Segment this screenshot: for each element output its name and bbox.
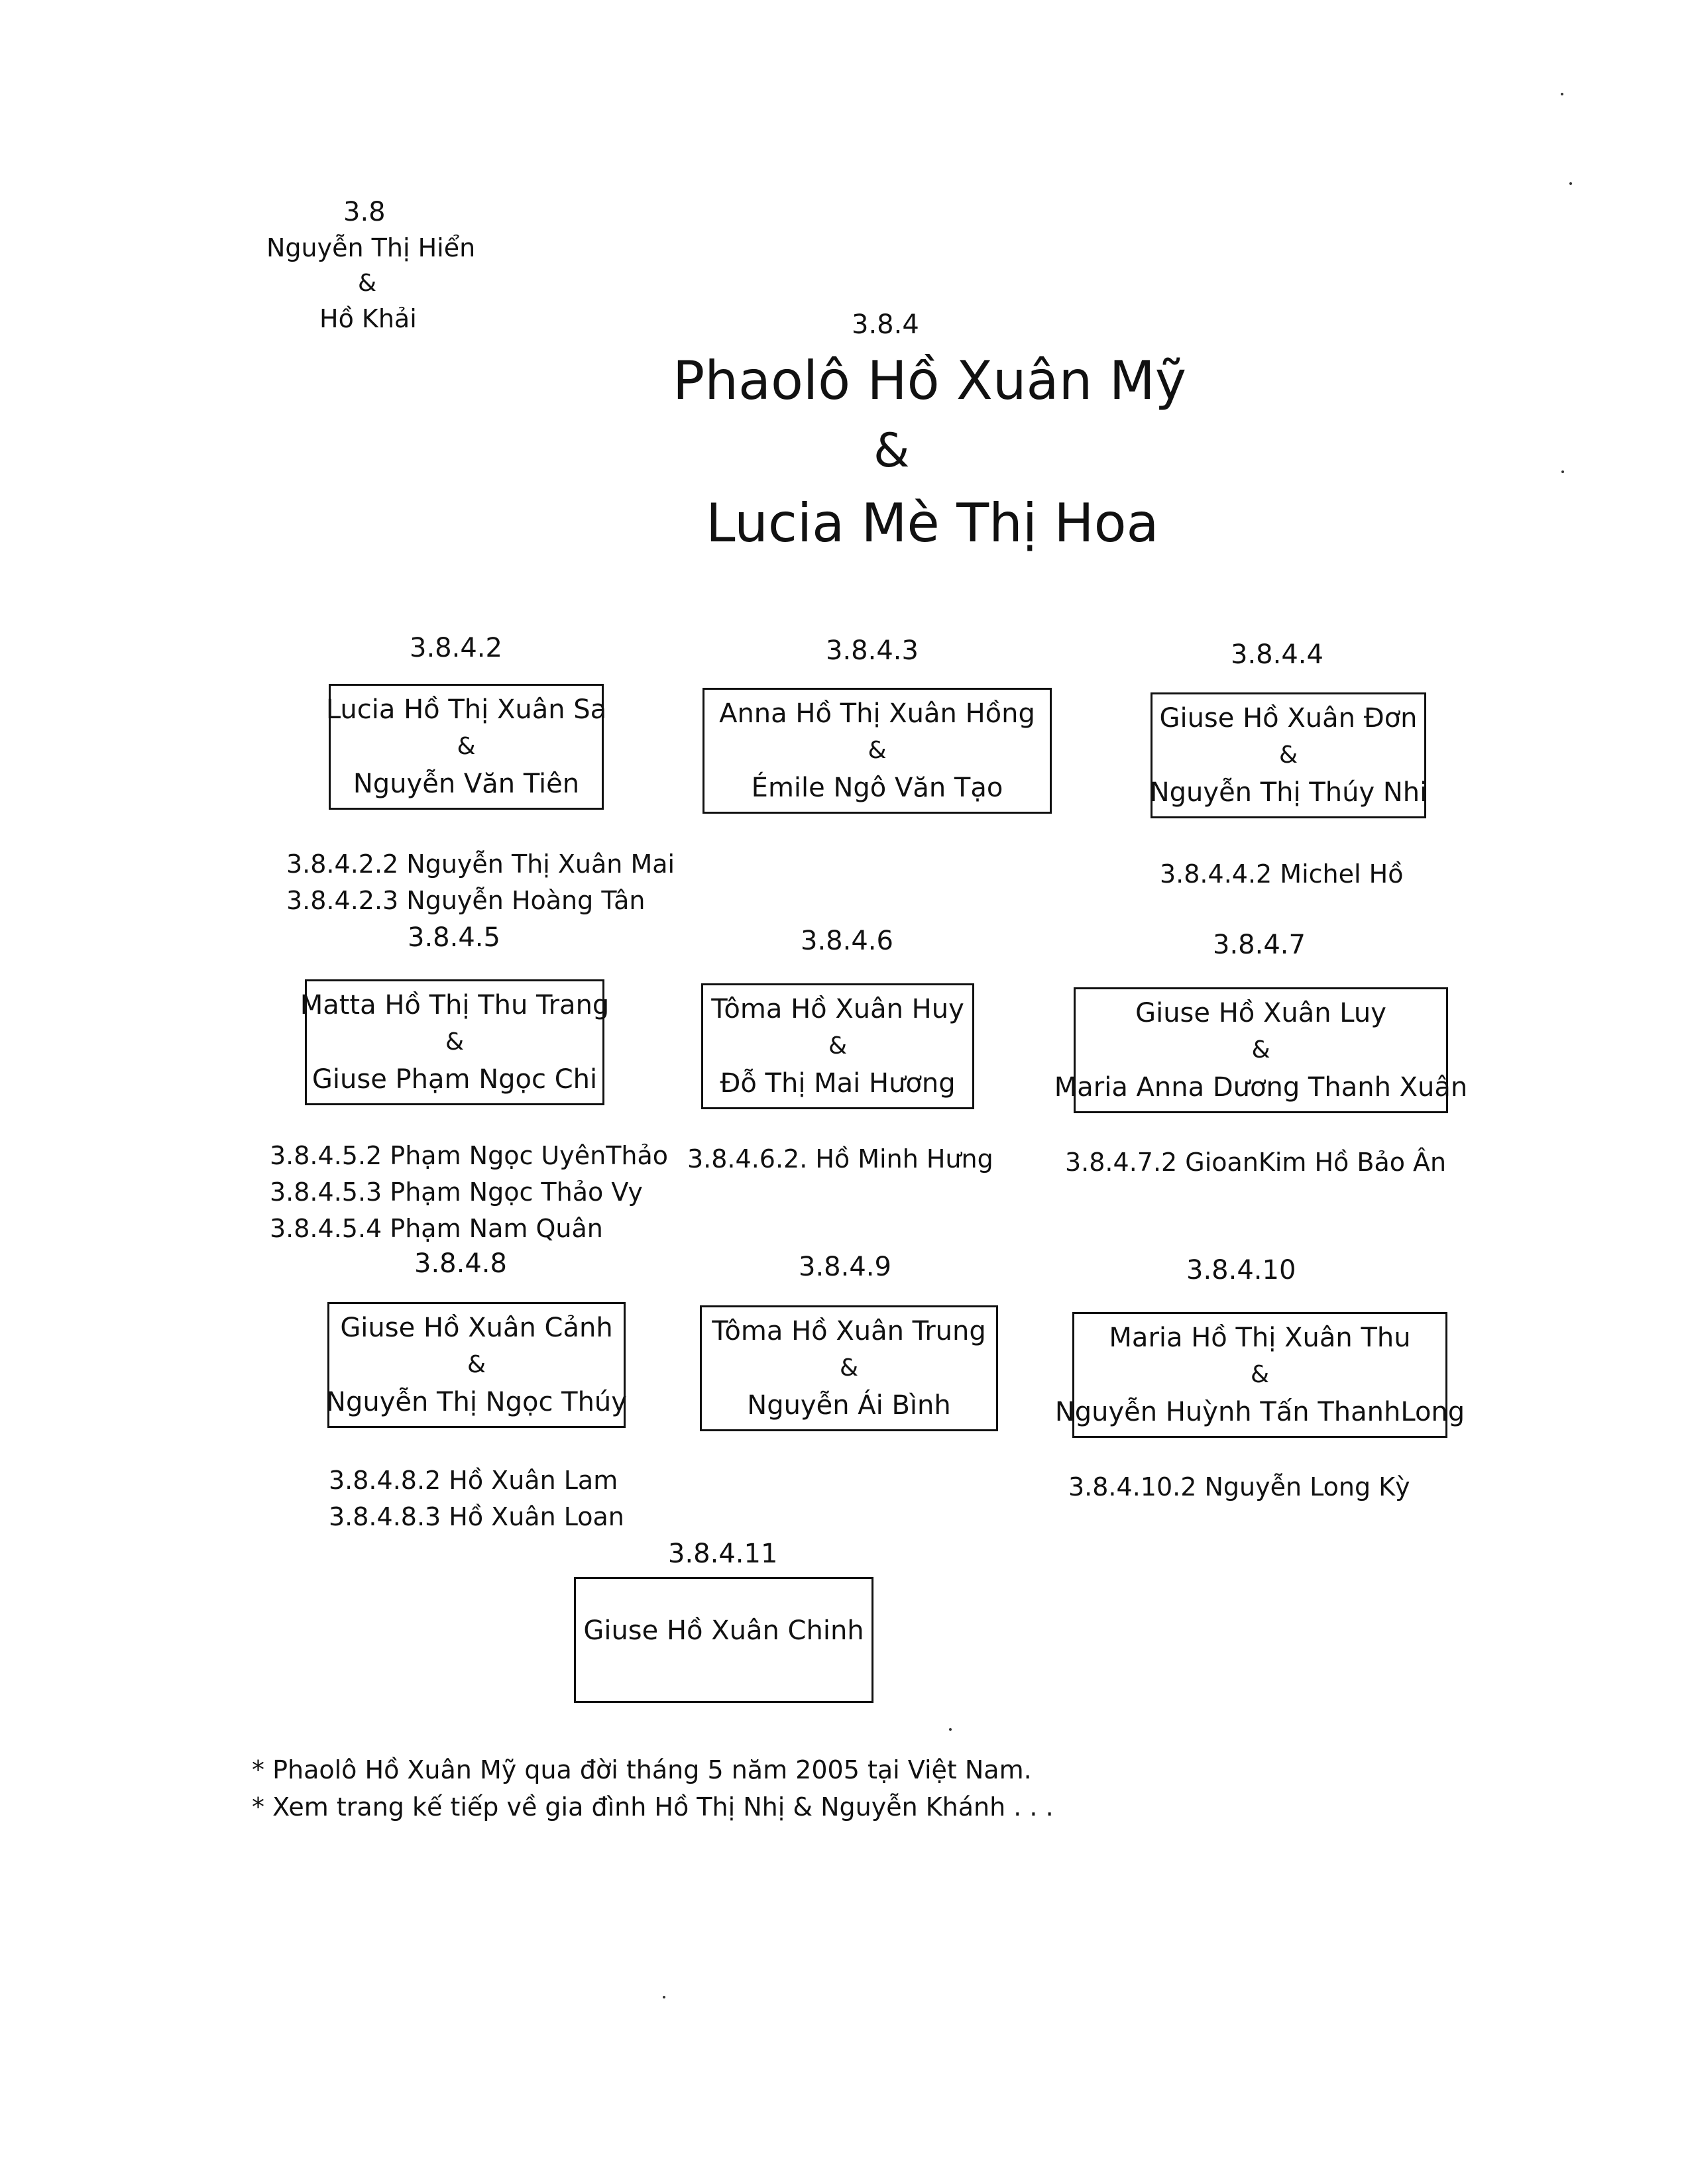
ampersand: &: [1250, 1361, 1270, 1388]
ampersand: &: [457, 733, 476, 760]
spouse-name-1: Giuse Hồ Xuân Luy: [1135, 998, 1386, 1028]
ampersand: &: [1278, 741, 1298, 769]
family-box: [1151, 692, 1426, 818]
child-entry: 3.8.4.7.2 GioanKim Hồ Bảo Ân: [1065, 1148, 1447, 1177]
spouse-name-1: Anna Hồ Thị Xuân Hồng: [719, 698, 1035, 729]
spouse-name-2: Maria Anna Dương Thanh Xuân: [1054, 1072, 1468, 1103]
child-entry: 3.8.4.8.2 Hồ Xuân Lam: [329, 1466, 618, 1495]
child-entry: 3.8.4.5.3 Phạm Ngọc Thảo Vy: [270, 1177, 643, 1207]
parent-name-1: Nguyễn Thị Hiển: [266, 233, 476, 262]
family-box: [1054, 1312, 1465, 1438]
child-entry: 3.8.4.2.2 Nguyễn Thị Xuân Mai: [286, 849, 675, 879]
family-code: 3.8.4.3: [826, 635, 919, 666]
family-box: [300, 979, 610, 1105]
spouse-name-1: Tôma Hồ Xuân Trung: [712, 1316, 986, 1346]
child-entry: 3.8.4.5.2 Phạm Ngọc UyênThảo: [270, 1141, 669, 1170]
family-code: 3.8.4.5: [408, 922, 500, 953]
family-box: [574, 1577, 873, 1703]
spouse-name-2: Nguyễn Văn Tiên: [353, 769, 580, 799]
scan-speck: [1569, 182, 1572, 185]
main-ampersand: &: [873, 423, 910, 478]
family-code: 3.8.4.6: [801, 926, 893, 956]
family-box: [700, 1305, 998, 1431]
family-code: 3.8.4.10: [1186, 1255, 1296, 1285]
scan-speck: [1561, 93, 1563, 95]
child-entry: 3.8.4.6.2. Hồ Minh Hưng: [687, 1144, 993, 1174]
parent-ampersand: &: [358, 270, 377, 297]
scan-speck: [1561, 470, 1564, 473]
spouse-name-2: Émile Ngô Văn Tạo: [751, 773, 1003, 803]
family-code: 3.8.4.11: [668, 1539, 778, 1569]
ampersand: &: [1251, 1036, 1270, 1064]
family-box: [325, 684, 607, 810]
ampersand: &: [868, 737, 887, 764]
family-code: 3.8.4.9: [799, 1252, 891, 1282]
ampersand: &: [828, 1032, 848, 1060]
spouse-name-2: Giuse Phạm Ngọc Chi: [311, 1064, 598, 1095]
family-code: 3.8.4.7: [1213, 930, 1306, 960]
scan-speck: [663, 1996, 665, 1998]
spouse-name-1: Lucia Hồ Thị Xuân Sa: [325, 694, 607, 725]
family-code: 3.8.4.4: [1231, 639, 1323, 670]
footnote: * Xem trang kế tiếp về gia đình Hồ Thị Nhị & Nguyễn Khánh . . .: [252, 1792, 1054, 1822]
parent-code: 3.8: [343, 197, 386, 227]
parent-name-2: Hồ Khải: [319, 304, 417, 333]
spouse-name-2: Nguyễn Thị Ngọc Thúy: [326, 1387, 627, 1417]
child-entry: 3.8.4.10.2 Nguyễn Long Kỳ: [1068, 1472, 1410, 1502]
footnote: * Phaolô Hồ Xuân Mỹ qua đời tháng 5 năm 2005 tại Việt Nam.: [252, 1755, 1032, 1784]
spouse-name-1: Matta Hồ Thị Thu Trang: [300, 990, 610, 1020]
spouse-name-2: Nguyễn Huỳnh Tấn ThanhLong: [1054, 1397, 1465, 1427]
family-box: [702, 688, 1052, 814]
spouse-name-1: Giuse Hồ Xuân Chinh: [583, 1615, 864, 1646]
main-name-2: Lucia Mè Thị Hoa: [706, 492, 1159, 554]
ampersand: &: [467, 1351, 486, 1378]
spouse-name-1: Giuse Hồ Xuân Đơn: [1159, 703, 1418, 734]
main-code: 3.8.4: [852, 309, 919, 340]
family-code: 3.8.4.8: [414, 1248, 507, 1279]
spouse-name-2: Nguyễn Ái Bình: [747, 1390, 951, 1421]
child-entry: 3.8.4.2.3 Nguyễn Hoàng Tân: [286, 886, 646, 915]
spouse-name-2: Nguyễn Thị Thúy Nhi: [1149, 777, 1428, 808]
family-code: 3.8.4.2: [410, 633, 502, 663]
family-box: [1054, 987, 1468, 1113]
family-box: [327, 1302, 626, 1428]
child-entry: 3.8.4.4.2 Michel Hồ: [1160, 859, 1404, 889]
main-name-1: Phaolô Hồ Xuân Mỹ: [673, 350, 1187, 411]
spouse-name-1: Maria Hồ Thị Xuân Thu: [1109, 1323, 1411, 1353]
spouse-name-1: Tôma Hồ Xuân Huy: [711, 994, 964, 1024]
ampersand: &: [839, 1354, 859, 1382]
family-box: [701, 983, 974, 1109]
spouse-name-2: Đỗ Thị Mai Hương: [720, 1068, 956, 1099]
child-entry: 3.8.4.5.4 Phạm Nam Quân: [270, 1214, 603, 1243]
spouse-name-1: Giuse Hồ Xuân Cảnh: [340, 1313, 613, 1343]
ampersand: &: [445, 1028, 465, 1056]
scan-speck: [949, 1728, 952, 1731]
child-entry: 3.8.4.8.3 Hồ Xuân Loan: [329, 1502, 624, 1531]
